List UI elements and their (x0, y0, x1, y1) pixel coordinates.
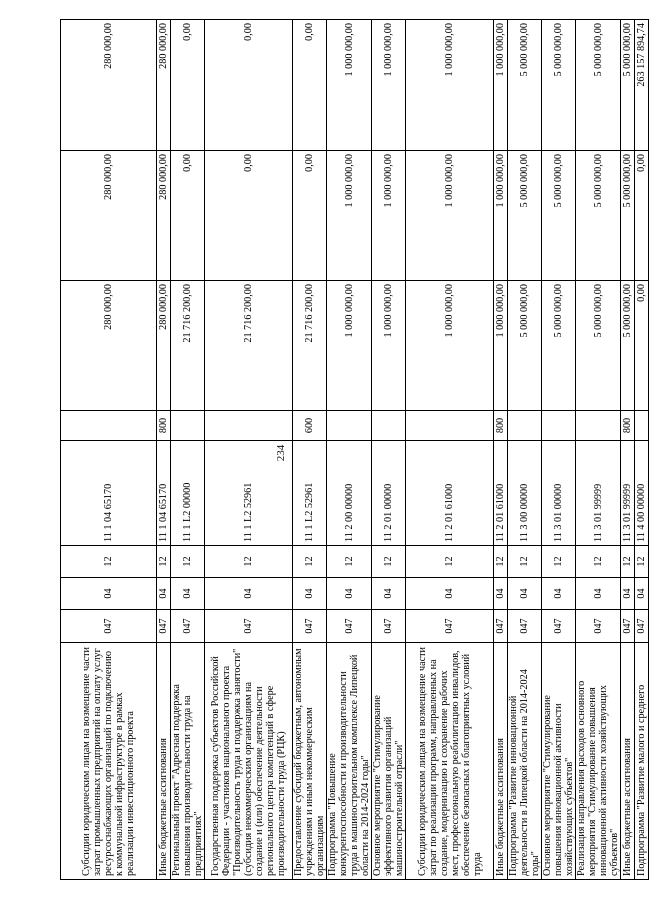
table-row (621, 20, 635, 880)
amount-year3-cell: 5 000 000,00 (508, 20, 542, 151)
budget-table (60, 19, 649, 880)
admin-code-cell: 047 (61, 610, 157, 643)
amount-year2-cell: 280 000,00 (61, 151, 157, 281)
table-row (494, 20, 508, 880)
amount-year2-cell: 5 000 000,00 (508, 151, 542, 281)
amount-year1-cell: 1 000 000,00 (372, 281, 406, 411)
expense-type-cell (372, 411, 406, 441)
amount-year2-cell: 5 000 000,00 (621, 151, 635, 281)
admin-code-cell: 047 (406, 610, 494, 643)
admin-code-cell: 047 (576, 610, 621, 643)
amount-year1-cell: 1 000 000,00 (406, 281, 494, 411)
expense-type-cell: 800 (494, 411, 508, 441)
target-article-cell: 11 3 01 00000 (542, 441, 576, 546)
table-row (61, 20, 157, 880)
expense-type-cell (635, 411, 649, 441)
amount-year3-cell: 0,00 (205, 20, 293, 151)
section-code-cell: 04 (205, 578, 293, 610)
subsection-code-cell: 12 (61, 546, 157, 578)
amount-year1-cell: 5 000 000,00 (621, 281, 635, 411)
admin-code-cell: 047 (157, 610, 171, 643)
amount-year1-cell: 21 716 200,00 (293, 281, 327, 411)
expense-type-cell: 800 (157, 411, 171, 441)
section-code-cell: 04 (542, 578, 576, 610)
subsection-code-cell: 12 (542, 546, 576, 578)
table-row (205, 20, 293, 880)
admin-code-cell: 047 (621, 610, 635, 643)
program-name-cell: Основное мероприятие "Стимулирование эффективного развития организаций машиностроительной отрасли" (372, 643, 406, 880)
target-article-cell: 11 1 L2 52961 (205, 441, 293, 546)
section-code-cell: 04 (171, 578, 205, 610)
program-name-cell: Иные бюджетные ассигнования (157, 643, 171, 880)
amount-year2-cell: 1 000 000,00 (406, 151, 494, 281)
table-row (372, 20, 406, 880)
target-article-cell: 11 2 01 61000 (406, 441, 494, 546)
subsection-code-cell: 12 (635, 546, 649, 578)
amount-year3-cell: 1 000 000,00 (494, 20, 508, 151)
expense-type-cell (508, 411, 542, 441)
subsection-code-cell: 12 (327, 546, 372, 578)
expense-type-cell: 600 (293, 411, 327, 441)
program-name-cell: Государственная поддержка субъектов Российской Федерации - участников национального проекта "Производительность труда и поддержка занятости" (субсидия некоммерческим организациям на создание и (или) обеспечение деятельности регионального центра компетенций в сфере производительности труда (РЦК) (205, 643, 293, 880)
amount-year1-cell: 21 716 200,00 (171, 281, 205, 411)
amount-year1-cell: 5 000 000,00 (542, 281, 576, 411)
amount-year3-cell: 1 000 000,00 (372, 20, 406, 151)
amount-year2-cell: 0,00 (205, 151, 293, 281)
subsection-code-cell: 12 (372, 546, 406, 578)
amount-year2-cell: 1 000 000,00 (327, 151, 372, 281)
amount-year2-cell: 0,00 (635, 151, 649, 281)
program-name-cell: Субсидии юридическим лицам на возмещение части затрат по реализации программ, направленных на создание, модернизацию и сохранение рабочих мест, профессиональную реабилитацию инвалидов, обеспечение безопасных и благоприятных условий труда (406, 643, 494, 880)
expense-type-cell (171, 411, 205, 441)
program-name-cell: Подпрограмма "Развитие малого и среднего (635, 643, 649, 880)
table-row (157, 20, 171, 880)
target-article-cell: 11 4 00 00000 (635, 441, 649, 546)
section-code-cell: 04 (61, 578, 157, 610)
page-number: 234 (275, 444, 287, 462)
target-article-cell: 11 3 01 99999 (576, 441, 621, 546)
admin-code-cell: 047 (542, 610, 576, 643)
admin-code-cell: 047 (327, 610, 372, 643)
amount-year1-cell: 280 000,00 (157, 281, 171, 411)
section-code-cell: 04 (494, 578, 508, 610)
amount-year3-cell: 1 000 000,00 (406, 20, 494, 151)
table-row (576, 20, 621, 880)
expense-type-cell (327, 411, 372, 441)
expense-type-cell (576, 411, 621, 441)
amount-year1-cell: 1 000 000,00 (327, 281, 372, 411)
amount-year3-cell: 263 157 894,74 (635, 20, 649, 151)
amount-year1-cell: 5 000 000,00 (508, 281, 542, 411)
amount-year2-cell: 280 000,00 (157, 151, 171, 281)
section-code-cell: 04 (157, 578, 171, 610)
amount-year2-cell: 5 000 000,00 (576, 151, 621, 281)
section-code-cell: 04 (406, 578, 494, 610)
amount-year2-cell: 1 000 000,00 (372, 151, 406, 281)
budget-table-rotated (60, 20, 648, 880)
amount-year2-cell: 5 000 000,00 (542, 151, 576, 281)
target-article-cell: 11 1 04 65170 (157, 441, 171, 546)
admin-code-cell: 047 (494, 610, 508, 643)
section-code-cell: 04 (621, 578, 635, 610)
admin-code-cell: 047 (205, 610, 293, 643)
subsection-code-cell: 12 (576, 546, 621, 578)
amount-year2-cell: 1 000 000,00 (494, 151, 508, 281)
program-name-cell: Подпрограмма "Развитие инновационной деятельности в Липецкой области на 2014-2024 годы" (508, 643, 542, 880)
table-row (293, 20, 327, 880)
subsection-code-cell: 12 (494, 546, 508, 578)
target-article-cell: 11 1 04 65170 (61, 441, 157, 546)
section-code-cell: 04 (372, 578, 406, 610)
expense-type-cell: 800 (621, 411, 635, 441)
admin-code-cell: 047 (293, 610, 327, 643)
budget-table-body (61, 20, 649, 880)
section-code-cell: 04 (576, 578, 621, 610)
target-article-cell: 11 2 01 00000 (372, 441, 406, 546)
section-code-cell: 04 (635, 578, 649, 610)
target-article-cell: 11 2 01 61000 (494, 441, 508, 546)
table-row (171, 20, 205, 880)
section-code-cell: 04 (293, 578, 327, 610)
target-article-cell: 11 2 00 00000 (327, 441, 372, 546)
admin-code-cell: 047 (635, 610, 649, 643)
amount-year1-cell: 1 000 000,00 (494, 281, 508, 411)
admin-code-cell: 047 (171, 610, 205, 643)
program-name-cell: Предоставление субсидий бюджетным, автономным учреждениям и иным некоммерческим организациям (293, 643, 327, 880)
admin-code-cell: 047 (372, 610, 406, 643)
amount-year3-cell: 5 000 000,00 (576, 20, 621, 151)
program-name-cell: Подпрограмма "Повышение конкурентоспособности и производительности труда в машиностроительном комплексе Липецкой области на 2014-2024 годы" (327, 643, 372, 880)
program-name-cell: Субсидии юридическим лицам на возмещение части затрат промышленных предприятий на оплату услуг ресурсоснабжающих организаций по подключению к коммунальной инфраструктуре в рамках реализации инвестиционного проекта (61, 643, 157, 880)
subsection-code-cell: 12 (171, 546, 205, 578)
amount-year3-cell: 0,00 (293, 20, 327, 151)
subsection-code-cell: 12 (157, 546, 171, 578)
amount-year3-cell: 280 000,00 (61, 20, 157, 151)
subsection-code-cell: 12 (205, 546, 293, 578)
amount-year1-cell: 280 000,00 (61, 281, 157, 411)
table-row (327, 20, 372, 880)
expense-type-cell (406, 411, 494, 441)
expense-type-cell (205, 411, 293, 441)
section-code-cell: 04 (508, 578, 542, 610)
amount-year3-cell: 5 000 000,00 (542, 20, 576, 151)
amount-year2-cell: 0,00 (171, 151, 205, 281)
amount-year3-cell: 0,00 (171, 20, 205, 151)
amount-year3-cell: 1 000 000,00 (327, 20, 372, 151)
subsection-code-cell: 12 (406, 546, 494, 578)
program-name-cell: Региональный проект "Адресная поддержка повышения производительности труда на предприятиях" (171, 643, 205, 880)
target-article-cell: 11 3 00 00000 (508, 441, 542, 546)
target-article-cell: 11 1 L2 52961 (293, 441, 327, 546)
program-name-cell: Иные бюджетные ассигнования (621, 643, 635, 880)
subsection-code-cell: 12 (508, 546, 542, 578)
table-row (542, 20, 576, 880)
program-name-cell: Основное мероприятие "Стимулирование повышения инновационной активности хозяйствующих субъектов" (542, 643, 576, 880)
expense-type-cell (61, 411, 157, 441)
subsection-code-cell: 12 (293, 546, 327, 578)
subsection-code-cell: 12 (621, 546, 635, 578)
admin-code-cell: 047 (508, 610, 542, 643)
table-row (406, 20, 494, 880)
amount-year1-cell: 21 716 200,00 (205, 281, 293, 411)
amount-year1-cell: 0,00 (635, 281, 649, 411)
amount-year3-cell: 280 000,00 (157, 20, 171, 151)
expense-type-cell (542, 411, 576, 441)
amount-year1-cell: 5 000 000,00 (576, 281, 621, 411)
program-name-cell: Реализация направления расходов основного мероприятия "Стимулирование повышения инновационной активности хозяйствующих субъектов" (576, 643, 621, 880)
program-name-cell: Иные бюджетные ассигнования (494, 643, 508, 880)
target-article-cell: 11 3 01 99999 (621, 441, 635, 546)
amount-year3-cell: 5 000 000,00 (621, 20, 635, 151)
section-code-cell: 04 (327, 578, 372, 610)
target-article-cell: 11 1 L2 00000 (171, 441, 205, 546)
amount-year2-cell: 0,00 (293, 151, 327, 281)
table-row (635, 20, 649, 880)
table-row (508, 20, 542, 880)
